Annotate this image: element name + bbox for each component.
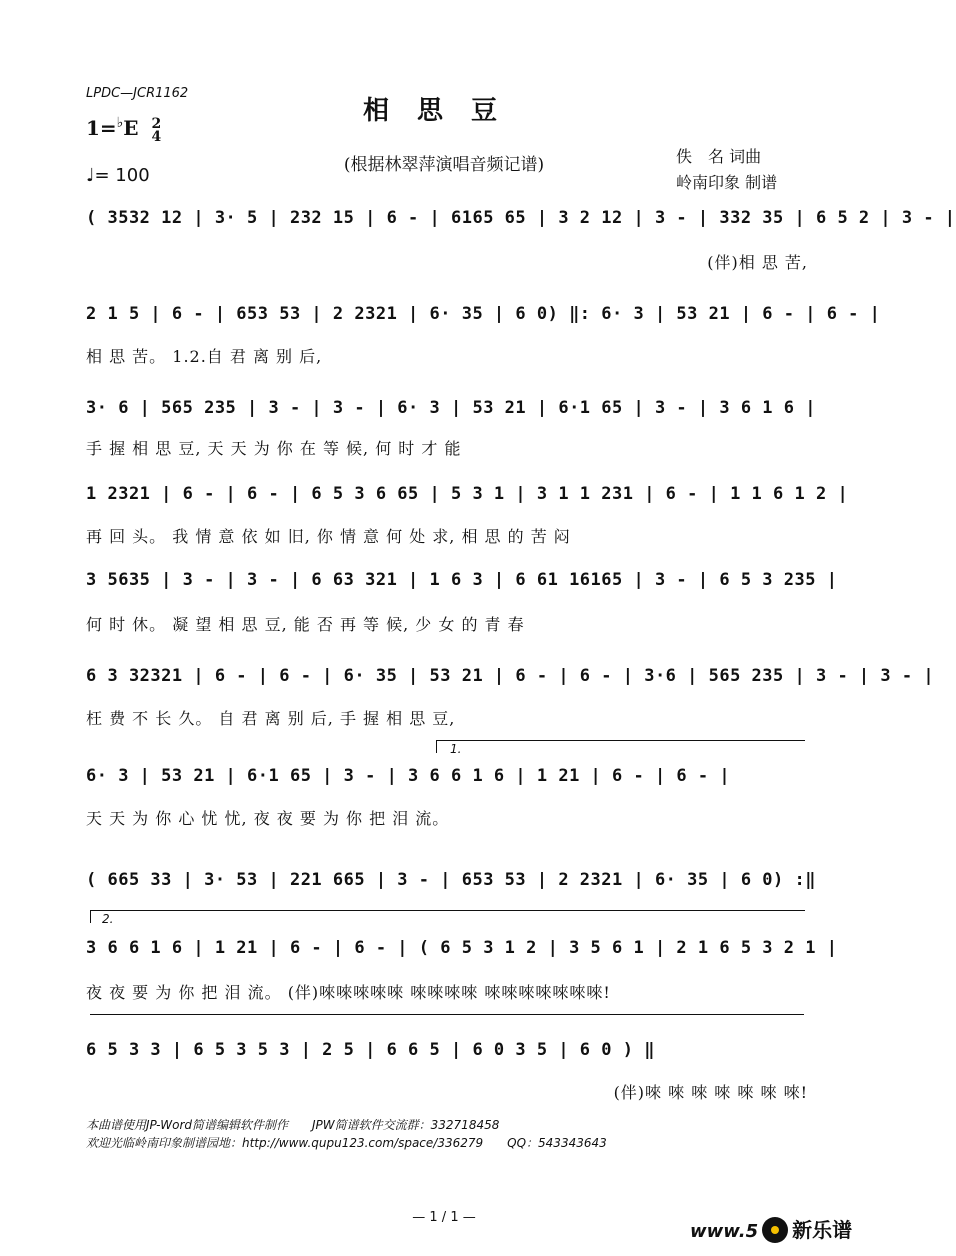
notation-line-2: 2 1 5 | 6 - | 653 53 | 2 2321 | 6· 35 | 6 0) ‖: 6· 3 | 53 21 | 6 - | 6 - | (86, 304, 881, 324)
brand-url: www.5 (690, 1221, 759, 1242)
meter-bottom: 4 (151, 129, 162, 145)
notation-line-5: 3 5635 | 3 - | 3 - | 6 63 321 | 1 6 3 | 6 61 16165 | 3 - | 6 5 3 235 | (86, 570, 838, 590)
subtitle: (根据林翠萍演唱音频记谱) (343, 155, 545, 175)
lyric-line-10: (伴)唻 唻 唻 唻 唻 唻 唻! (613, 1083, 808, 1102)
credit-composer: 佚 名 词曲 (676, 147, 762, 166)
lyric-line-4: 再 回 头。 我 情 意 依 如 旧, 你 情 意 何 处 求, 相 思 的 苦 闷 (86, 527, 571, 546)
footer-website-note: 欢迎光临岭南印象制谱园地：http://www.qupu123.com/space/336279 QQ：543343643 (86, 1136, 607, 1150)
page-title: 相思豆 (362, 96, 525, 126)
volta-bracket-2 (90, 910, 805, 923)
credit-transcriber: 岭南印象 制谱 (676, 173, 778, 192)
time-signature (152, 118, 162, 144)
notation-line-4: 1 2321 | 6 - | 6 - | 6 5 3 6 65 | 5 3 1 | 3 1 1 231 | 6 - | 1 1 6 1 2 | (86, 484, 849, 504)
volta-bracket-1 (436, 740, 805, 753)
meter-top: 2 (151, 116, 162, 132)
notation-line-9: 3 6 6 1 6 | 1 21 | 6 - | 6 - | ( 6 5 3 1 2 | 3 5 6 1 | 2 1 6 5 3 2 1 | (86, 938, 838, 958)
record-logo-icon (762, 1217, 788, 1243)
brand-watermark (690, 1214, 852, 1243)
continuation-bracket (90, 1014, 804, 1027)
brand-name: 新乐谱 (792, 1218, 853, 1242)
tempo-marking: ♩= 100 (86, 165, 150, 186)
key-note: E (123, 116, 139, 140)
key-signature (86, 115, 161, 144)
score-code: LPDC—JCR1162 (86, 86, 189, 101)
lyric-line-5: 何 时 休。 凝 望 相 思 豆, 能 否 再 等 候, 少 女 的 青 春 (86, 615, 525, 634)
page-number: — 1 / 1 — (412, 1210, 476, 1225)
notation-line-7: 6· 3 | 53 21 | 6·1 65 | 3 - | 3 6 6 1 6 | 1 21 | 6 - | 6 - | (86, 766, 731, 786)
volta-label-2: 2. (102, 912, 114, 926)
notation-line-8: ( 665 33 | 3· 53 | 221 665 | 3 - | 653 53 | 2 2321 | 6· 35 | 6 0) :‖ (86, 870, 816, 890)
lyric-line-7: 天 天 为 你 心 忧 忧, 夜 夜 要 为 你 把 泪 流。 (86, 809, 450, 828)
footer-software-note: 本曲谱使用JP-Word简谱编辑软件制作 JPW简谱软件交流群：332718458 (86, 1118, 500, 1132)
flat-sign: ♭ (116, 115, 124, 131)
notation-line-3: 3· 6 | 565 235 | 3 - | 3 - | 6· 3 | 53 21 | 6·1 65 | 3 - | 3 6 1 6 | (86, 398, 816, 418)
lyric-line-3: 手 握 相 思 豆, 天 天 为 你 在 等 候, 何 时 才 能 (86, 439, 462, 458)
volta-label-1: 1. (450, 742, 462, 756)
lyric-line-1: (伴)相 思 苦, (707, 253, 808, 272)
lyric-line-6: 枉 费 不 长 久。 自 君 离 别 后, 手 握 相 思 豆, (86, 709, 456, 728)
key-prefix: 1= (86, 116, 117, 140)
lyric-line-2: 相 思 苦。 1.2.自 君 离 别 后, (86, 347, 323, 366)
lyric-line-9: 夜 夜 要 为 你 把 泪 流。 (伴)唻唻唻唻唻 唻唻唻唻 唻唻唻唻唻唻唻! (86, 983, 611, 1002)
notation-line-10: 6 5 3 3 | 6 5 3 5 3 | 2 5 | 6 6 5 | 6 0 3 5 | 6 0 ) ‖ (86, 1040, 655, 1060)
notation-line-6: 6 3 32321 | 6 - | 6 - | 6· 35 | 53 21 | 6 - | 6 - | 3·6 | 565 235 | 3 - | 3 - | (86, 666, 935, 686)
notation-line-1: ( 3532 12 | 3· 5 | 232 15 | 6 - | 6165 65 | 3 2 12 | 3 - | 332 35 | 6 5 2 | 3 - | (86, 208, 956, 228)
